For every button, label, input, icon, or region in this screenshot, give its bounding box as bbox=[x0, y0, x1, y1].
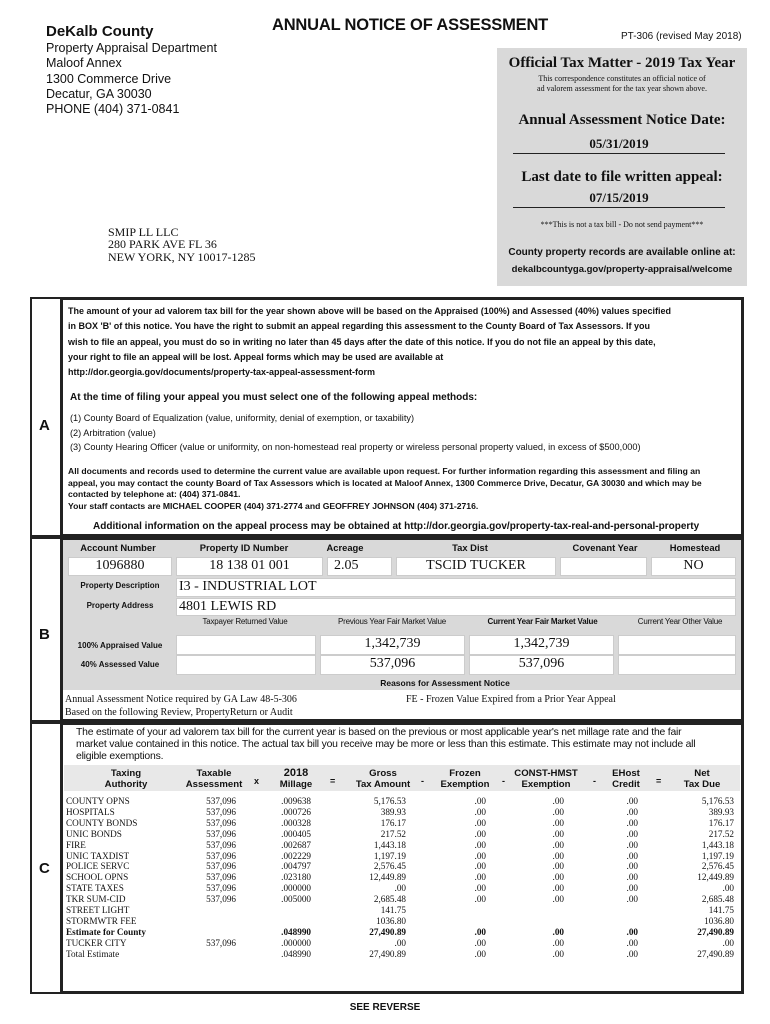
tax-cell-mill: .005000 bbox=[281, 894, 311, 905]
tax-cell-name: STATE TAXES bbox=[66, 883, 124, 894]
tax-cell-gross: 27,490.89 bbox=[369, 926, 406, 937]
tax-cell-net: 2,576.45 bbox=[701, 861, 734, 872]
tax-cell-gross: 1036.80 bbox=[376, 915, 406, 926]
tax-cell-hmst: .00 bbox=[552, 796, 564, 806]
tax-cell-assess: 537,096 bbox=[206, 872, 236, 883]
tax-cell-assess: 537,096 bbox=[206, 894, 236, 905]
tax-cell-net: 27,490.89 bbox=[697, 948, 734, 959]
tax-row bbox=[66, 829, 736, 840]
tax-cell-credit: .00 bbox=[626, 894, 638, 905]
tax-cell-name: UNIC BONDS bbox=[66, 828, 122, 839]
appeal-rights-line: The amount of your ad valorem tax bill for the year shown above will be based on the Appraised (100%) and Assessed (40%) values specified bbox=[68, 306, 671, 316]
tax-matter-subtitle: ad valorem assessment for the tax year shown above. bbox=[537, 84, 707, 93]
tax-cell-mill: .000405 bbox=[281, 828, 311, 839]
tax-cell-net: 141.75 bbox=[708, 905, 734, 915]
tax-cell-hmst: .00 bbox=[552, 806, 564, 817]
col-hmst-header: CONST-HMST Exemption bbox=[514, 768, 578, 790]
tax-cell-name: STREET LIGHT bbox=[66, 905, 130, 915]
appeal-rights-text bbox=[68, 304, 738, 380]
tax-cell-credit: .00 bbox=[626, 828, 638, 839]
tax-row bbox=[66, 894, 736, 905]
acreage-header: Acreage bbox=[326, 542, 364, 553]
tax-row bbox=[66, 796, 736, 807]
tax-cell-gross: .00 bbox=[394, 937, 406, 948]
op-minus: - bbox=[593, 776, 596, 786]
curr-assessed-value: 537,096 bbox=[469, 655, 614, 675]
documents-info-line: contacted by telephone at: (404) 371-0841. bbox=[68, 489, 241, 499]
tax-row bbox=[66, 807, 736, 818]
col-credit-header: EHost Credit bbox=[612, 768, 640, 790]
tax-cell-net: 2,685.48 bbox=[701, 894, 734, 905]
documents-info bbox=[68, 466, 740, 512]
county-name: DeKalb County bbox=[46, 23, 154, 40]
tax-cell-name: Total Estimate bbox=[66, 948, 120, 959]
phone-line: PHONE (404) 371-0841 bbox=[46, 102, 180, 116]
appraised-value-label: 100% Appraised Value bbox=[77, 641, 163, 650]
tax-cell-mill: .048990 bbox=[281, 926, 311, 937]
tax-cell-gross: 217.52 bbox=[380, 828, 406, 839]
tax-cell-frozen: .00 bbox=[474, 796, 486, 806]
other-appraised-value bbox=[618, 635, 736, 655]
tax-cell-mill: .009638 bbox=[281, 796, 311, 806]
total-estimate-row bbox=[66, 949, 736, 960]
tax-cell-credit: .00 bbox=[626, 948, 638, 959]
see-reverse-note: SEE REVERSE bbox=[349, 1002, 421, 1013]
prev-value-header: Previous Year Fair Market Value bbox=[338, 617, 446, 626]
homestead: NO bbox=[651, 557, 736, 576]
appeal-rights-line: in BOX 'B' of this notice. You have the right to submit an appeal regarding this assessment to the County Board of Tax Assessors. If you bbox=[68, 321, 651, 332]
acreage: 2.05 bbox=[327, 557, 392, 576]
tax-row bbox=[66, 861, 736, 872]
tax-cell-gross: .00 bbox=[394, 883, 406, 894]
tax-cell-assess: 537,096 bbox=[206, 796, 236, 806]
notice-date-label: Annual Assessment Notice Date: bbox=[518, 112, 726, 128]
tax-cell-mill: .000000 bbox=[281, 883, 311, 894]
tax-cell-net: 176.17 bbox=[708, 817, 734, 828]
op-minus: - bbox=[502, 776, 505, 786]
tax-row bbox=[66, 927, 736, 938]
other-value-header: Current Year Other Value bbox=[637, 617, 723, 626]
tax-cell-frozen: .00 bbox=[474, 948, 486, 959]
tax-cell-hmst: .00 bbox=[552, 817, 564, 828]
appeal-methods-heading: At the time of filing your appeal you must select one of the following appeal methods: bbox=[70, 392, 478, 403]
tax-cell-mill: .002687 bbox=[281, 839, 311, 850]
op-equals: = bbox=[330, 776, 336, 786]
property-address-label: Property Address bbox=[86, 601, 154, 610]
tax-cell-gross: 389.93 bbox=[380, 806, 406, 817]
section-c-side bbox=[30, 722, 60, 994]
mailing-street: 280 PARK AVE FL 36 bbox=[108, 237, 217, 251]
notice-date: 05/31/2019 bbox=[513, 136, 725, 154]
tax-cell-assess: 537,096 bbox=[206, 839, 236, 850]
tax-cell-mill: .000328 bbox=[281, 817, 311, 828]
tax-cell-name: HOSPITALS bbox=[66, 806, 115, 817]
tax-row bbox=[66, 840, 736, 851]
address-line: Decatur, GA 30030 bbox=[46, 87, 152, 101]
tax-row bbox=[66, 851, 736, 862]
returned-assessed-value bbox=[176, 655, 316, 675]
prev-assessed-value: 537,096 bbox=[320, 655, 465, 675]
tax-cell-frozen: .00 bbox=[474, 872, 486, 883]
tax-cell-mill: .004797 bbox=[281, 861, 311, 872]
online-records-url[interactable]: dekalbcountyga.gov/property-appraisal/welcome bbox=[511, 264, 733, 275]
tax-cell-gross: 1,197.19 bbox=[373, 850, 406, 861]
tax-cell-net: 12,449.89 bbox=[697, 872, 734, 883]
tax-cell-gross: 2,576.45 bbox=[373, 861, 406, 872]
property-id-header: Property ID Number bbox=[199, 542, 289, 553]
tax-cell-hmst: .00 bbox=[552, 883, 564, 894]
section-b-letter: B bbox=[39, 626, 50, 643]
tax-cell-frozen: .00 bbox=[474, 937, 486, 948]
tax-cell-mill: .048990 bbox=[281, 948, 311, 959]
col-authority-header: Taxing Authority bbox=[104, 768, 148, 790]
covenant-year-header: Covenant Year bbox=[572, 542, 638, 553]
tax-cell-gross: 12,449.89 bbox=[369, 872, 406, 883]
prev-appraised-value: 1,342,739 bbox=[320, 635, 465, 655]
op-times: x bbox=[254, 776, 260, 786]
reason-review: Based on the following Review, PropertyReturn or Audit bbox=[65, 707, 293, 718]
reason-ga-law: Annual Assessment Notice required by GA Law 48-5-306 bbox=[65, 694, 297, 705]
tax-cell-gross: 2,685.48 bbox=[373, 894, 406, 905]
address-line: Maloof Annex bbox=[46, 56, 122, 70]
tax-cell-frozen: .00 bbox=[474, 883, 486, 894]
assessed-value-label: 40% Assessed Value bbox=[80, 660, 160, 669]
tax-cell-mill: .002229 bbox=[281, 850, 311, 861]
estimate-intro-line: market value contained in this notice. The actual tax bill you receive may be more or less than this estimate. This estimate may not include all bbox=[76, 739, 696, 750]
tax-cell-assess: 537,096 bbox=[206, 850, 236, 861]
tax-cell-assess: 537,096 bbox=[206, 817, 236, 828]
tax-cell-assess: 537,096 bbox=[206, 828, 236, 839]
mailing-name: SMIP LL LLC bbox=[108, 225, 179, 239]
tax-cell-net: 1,197.19 bbox=[701, 850, 734, 861]
account-number: 1096880 bbox=[68, 557, 172, 576]
tax-cell-credit: .00 bbox=[626, 937, 638, 948]
property-description: I3 - INDUSTRIAL LOT bbox=[176, 578, 736, 597]
returned-value-header: Taxpayer Returned Value bbox=[202, 617, 288, 626]
tax-cell-hmst: .00 bbox=[552, 894, 564, 905]
tax-cell-net: 5,176.53 bbox=[701, 796, 734, 806]
tax-cell-name: COUNTY OPNS bbox=[66, 796, 130, 806]
tax-cell-net: 1036.80 bbox=[704, 915, 734, 926]
tax-dist: TSCID TUCKER bbox=[396, 557, 556, 576]
property-id: 18 138 01 001 bbox=[176, 557, 323, 576]
property-description-label: Property Description bbox=[80, 581, 160, 590]
appeal-method-3: (3) County Hearing Officer (value or uniformity, on non-homestead real property or wireless personal property valued, in excess of $500,000) bbox=[70, 442, 641, 452]
op-equals: = bbox=[656, 776, 662, 786]
tax-cell-name: FIRE bbox=[66, 839, 86, 850]
tax-cell-hmst: .00 bbox=[552, 850, 564, 861]
documents-info-line: All documents and records used to determine the current value are available upon request. For further information regarding this assessment and filing an bbox=[68, 466, 701, 476]
tax-cell-hmst: .00 bbox=[552, 926, 564, 937]
col-assessment-header: Taxable Assessment bbox=[185, 768, 243, 790]
tax-cell-hmst: .00 bbox=[552, 872, 564, 883]
homestead-header: Homestead bbox=[669, 542, 721, 553]
tax-cell-hmst: .00 bbox=[552, 839, 564, 850]
tax-row bbox=[66, 905, 736, 916]
tax-cell-net: 389.93 bbox=[708, 806, 734, 817]
tax-cell-frozen: .00 bbox=[474, 806, 486, 817]
section-c-letter: C bbox=[39, 860, 50, 877]
staff-contacts: Your staff contacts are MICHAEL COOPER (404) 371-2774 and GEOFFREY JOHNSON (404) 371-2716. bbox=[68, 500, 479, 511]
col-millage-header: 2018 Millage bbox=[279, 767, 313, 790]
tax-cell-hmst: .00 bbox=[552, 828, 564, 839]
appeal-date-label: Last date to file written appeal: bbox=[521, 169, 723, 185]
tax-cell-credit: .00 bbox=[626, 817, 638, 828]
op-minus: - bbox=[421, 776, 424, 786]
tax-cell-hmst: .00 bbox=[552, 861, 564, 872]
tax-cell-gross: 141.75 bbox=[380, 905, 406, 915]
tax-cell-net: .00 bbox=[722, 883, 734, 894]
estimate-intro-line: The estimate of your ad valorem tax bill for the current year is based on the previous or most applicable year's net millage rate and the fair bbox=[76, 727, 682, 738]
tax-cell-name: TUCKER CITY bbox=[66, 937, 127, 948]
form-id: PT-306 (revised May 2018) bbox=[621, 31, 742, 42]
tax-cell-assess: 537,096 bbox=[206, 937, 236, 948]
tax-cell-name: Estimate for County bbox=[66, 926, 146, 937]
tax-cell-credit: .00 bbox=[626, 883, 638, 894]
tax-row bbox=[66, 916, 736, 927]
tax-cell-credit: .00 bbox=[626, 839, 638, 850]
tax-cell-frozen: .00 bbox=[474, 817, 486, 828]
tax-cell-name: TKR SUM-CID bbox=[66, 894, 126, 905]
appeal-method-2: (2) Arbitration (value) bbox=[70, 428, 156, 438]
additional-info-link[interactable]: Additional information on the appeal process may be obtained at http://dor.georgia.gov/property-tax-real-and-personal-property bbox=[93, 521, 700, 532]
not-a-bill-note: ***This is not a tax bill - Do not send payment*** bbox=[540, 220, 704, 229]
appeal-form-link[interactable]: http://dor.georgia.gov/documents/property-tax-appeal-assessment-form bbox=[68, 367, 376, 378]
tax-cell-gross: 176.17 bbox=[380, 817, 406, 828]
address-line: Property Appraisal Department bbox=[46, 41, 217, 55]
tax-cell-assess: 537,096 bbox=[206, 883, 236, 894]
reasons-label: Reasons for Assessment Notice bbox=[380, 678, 510, 688]
online-records-label: County property records are available online at: bbox=[508, 247, 736, 258]
tax-cell-frozen: .00 bbox=[474, 850, 486, 861]
covenant-year bbox=[560, 557, 647, 576]
tax-row bbox=[66, 872, 736, 883]
tax-dist-header: Tax Dist bbox=[452, 542, 488, 553]
tax-cell-frozen: .00 bbox=[474, 839, 486, 850]
tax-cell-name: SCHOOL OPNS bbox=[66, 872, 129, 883]
tax-cell-mill: .023180 bbox=[281, 872, 311, 883]
tax-cell-credit: .00 bbox=[626, 850, 638, 861]
estimate-intro bbox=[76, 727, 740, 763]
col-frozen-header: Frozen Exemption bbox=[440, 768, 490, 790]
tax-cell-credit: .00 bbox=[626, 861, 638, 872]
tax-cell-gross: 27,490.89 bbox=[369, 948, 406, 959]
tax-cell-gross: 1,443.18 bbox=[373, 839, 406, 850]
tax-cell-frozen: .00 bbox=[474, 926, 486, 937]
tax-cell-credit: .00 bbox=[626, 872, 638, 883]
reason-frozen-value: FE - Frozen Value Expired from a Prior Year Appeal bbox=[406, 694, 616, 705]
section-a-letter: A bbox=[39, 417, 50, 434]
tax-cell-assess: 537,096 bbox=[206, 806, 236, 817]
tax-cell-hmst: .00 bbox=[552, 948, 564, 959]
curr-appraised-value: 1,342,739 bbox=[469, 635, 614, 655]
tax-matter-subtitle: This correspondence constitutes an official notice of bbox=[538, 74, 706, 83]
other-assessed-value bbox=[618, 655, 736, 675]
account-number-header: Account Number bbox=[80, 542, 156, 553]
tax-cell-name: UNIC TAXDIST bbox=[66, 850, 130, 861]
mailing-city: NEW YORK, NY 10017-1285 bbox=[108, 250, 256, 264]
documents-info-line: appeal, you may contact the county Board of Tax Assessors which is located at Maloof Annex, 1300 Commerce Drive, Decatur, GA 30030 and which may be bbox=[68, 477, 702, 488]
estimate-intro-line: eligible exemptions. bbox=[76, 751, 164, 762]
tax-cell-frozen: .00 bbox=[474, 894, 486, 905]
tax-cell-net: 1,443.18 bbox=[701, 839, 734, 850]
tax-cell-assess: 537,096 bbox=[206, 861, 236, 872]
appeal-date: 07/15/2019 bbox=[513, 190, 725, 208]
document-title: ANNUAL NOTICE OF ASSESSMENT bbox=[272, 16, 549, 34]
tax-cell-frozen: .00 bbox=[474, 861, 486, 872]
tax-cell-name: STORMWTR FEE bbox=[66, 915, 137, 926]
appeal-rights-line: your right to file an appeal will be lost. Appeal forms which may be used are available at bbox=[68, 351, 444, 362]
tax-row bbox=[66, 818, 736, 829]
tax-cell-frozen: .00 bbox=[474, 828, 486, 839]
tax-info-box bbox=[497, 48, 747, 286]
tax-cell-gross: 5,176.53 bbox=[373, 796, 406, 806]
tax-cell-net: 27,490.89 bbox=[697, 926, 734, 937]
tax-cell-hmst: .00 bbox=[552, 937, 564, 948]
tax-cell-net: 217.52 bbox=[708, 828, 734, 839]
tax-cell-name: COUNTY BONDS bbox=[66, 817, 138, 828]
tax-cell-credit: .00 bbox=[626, 806, 638, 817]
tax-row bbox=[66, 938, 736, 949]
col-gross-header: Gross Tax Amount bbox=[355, 768, 411, 790]
tax-cell-credit: .00 bbox=[626, 926, 638, 937]
tax-cell-name: POLICE SERVC bbox=[66, 861, 130, 872]
col-net-header: Net Tax Due bbox=[683, 768, 721, 790]
tax-row bbox=[66, 883, 736, 894]
property-address: 4801 LEWIS RD bbox=[176, 598, 736, 616]
tax-matter-title: Official Tax Matter - 2019 Tax Year bbox=[508, 55, 736, 71]
address-line: 1300 Commerce Drive bbox=[46, 72, 172, 86]
appeal-method-1: (1) County Board of Equalization (value, uniformity, denial of exemption, or taxability) bbox=[70, 413, 415, 423]
tax-cell-credit: .00 bbox=[626, 796, 638, 806]
tax-cell-mill: .000726 bbox=[281, 806, 311, 817]
appeal-rights-line: wish to file an appeal, you must do so in writing no later than 45 days after the date of this notice. If you do not file an appeal by this date, bbox=[68, 336, 656, 347]
returned-appraised-value bbox=[176, 635, 316, 655]
tax-cell-mill: .000000 bbox=[281, 937, 311, 948]
tax-cell-net: .00 bbox=[722, 937, 734, 948]
curr-value-header: Current Year Fair Market Value bbox=[487, 617, 598, 626]
